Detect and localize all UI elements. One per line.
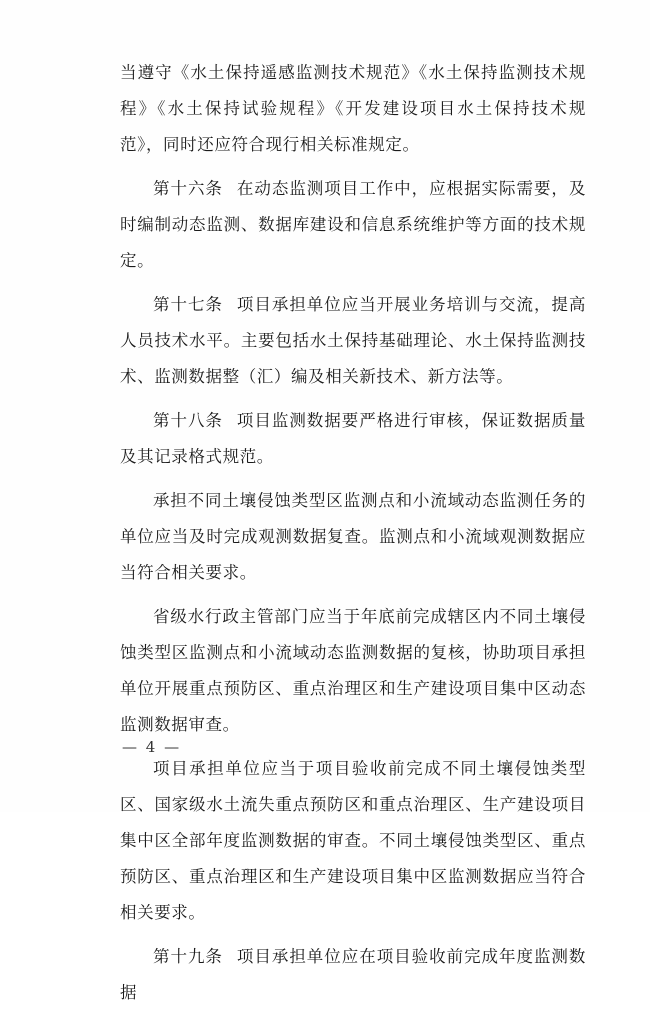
article-number: 第十八条 (153, 411, 223, 430)
paragraph (120, 483, 586, 591)
paragraph-continuation (120, 55, 586, 163)
article-18 (120, 403, 586, 475)
paragraph (120, 751, 586, 931)
article-17 (120, 287, 586, 395)
paragraph-text: 在动态监测项目工作中，应根据实际需要，及时编制动态监测、数据库建设和信息系统维护等方面的技术规定。 (120, 179, 587, 270)
paragraph-text: 省级水行政主管部门应当于年底前完成辖区内不同土壤侵蚀类型区监测点和小流域动态监测数据的复核，协助项目承担单位开展重点预防区、重点治理区和生产建设项目集中区动态监测数据审查。 (120, 607, 586, 734)
paragraph-text: 当遵守《水土保持遥感监测技术规范》《水土保持监测技术规程》《水土保持试验规程》《开发建设项目水土保持技术规范》，同时还应符合现行相关标准规定。 (120, 63, 586, 154)
paragraph-text: 项目承担单位应当于项目验收前完成不同土壤侵蚀类型区、国家级水土流失重点预防区和重点治理区、生产建设项目集中区全部年度监测数据的审查。不同土壤侵蚀类型区、重点预防区、重点治理区和生产建设项目集中区监测数据应当符合相关要求。 (120, 759, 586, 922)
article-number: 第十六条 (153, 179, 223, 198)
article-number: 第十七条 (153, 295, 223, 314)
paragraph-text: 项目承担单位应当开展业务培训与交流，提高人员技术水平。主要包括水土保持基础理论、水土保持监测技术、监测数据整（汇）编及相关新技术、新方法等。 (120, 295, 587, 386)
paragraph (120, 599, 586, 743)
article-19 (120, 939, 586, 1011)
article-16 (120, 171, 586, 279)
page-number: — 4 — (122, 738, 182, 756)
paragraph-text: 承担不同土壤侵蚀类型区监测点和小流域动态监测任务的单位应当及时完成观测数据复查。监测点和小流域观测数据应当符合相关要求。 (120, 491, 586, 582)
paragraph-text: 项目监测数据要严格进行审核，保证数据质量及其记录格式规范。 (120, 411, 587, 466)
article-number: 第十九条 (153, 947, 223, 966)
document-body (120, 55, 586, 1019)
paragraph-text: 项目承担单位应在项目验收前完成年度监测数据 (120, 947, 587, 1002)
